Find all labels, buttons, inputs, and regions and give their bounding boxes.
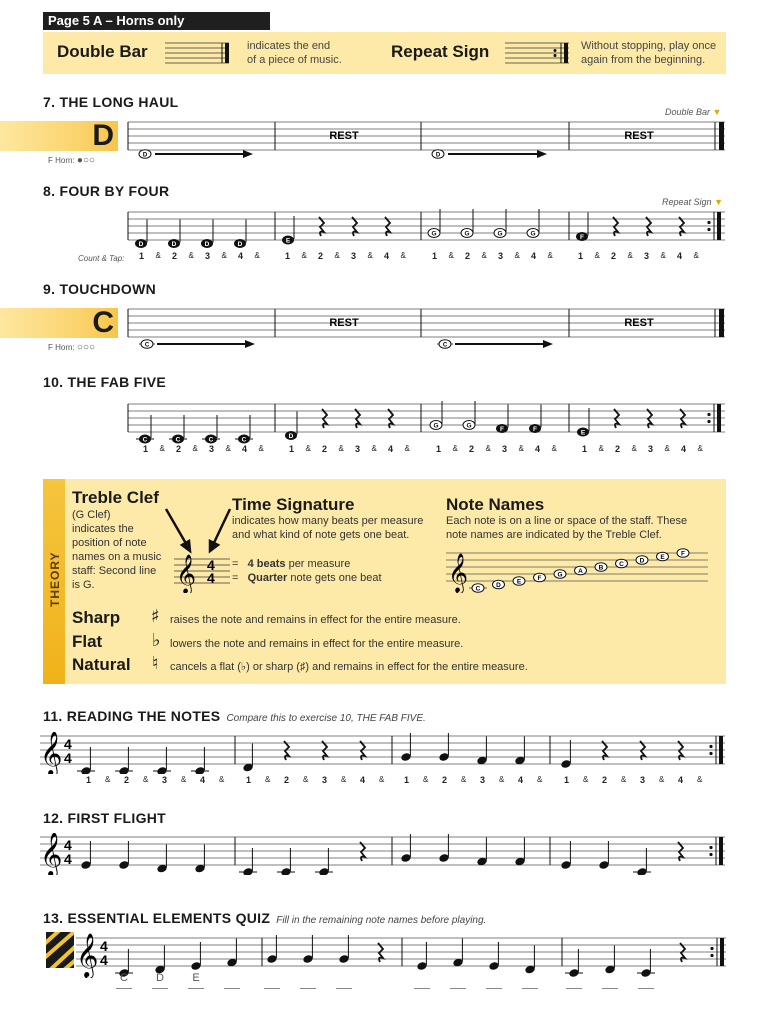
note — [135, 220, 147, 249]
note — [77, 747, 95, 774]
count-syllable: 4 — [681, 444, 687, 454]
answer-blank[interactable] — [224, 972, 240, 989]
exercise-12-title: 12. FIRST FLIGHT — [43, 810, 167, 826]
count-syllable: & — [583, 775, 589, 784]
answer-blank[interactable] — [602, 972, 618, 989]
count-syllable: & — [627, 251, 633, 260]
count-syllable: & — [181, 775, 187, 784]
note — [438, 733, 449, 762]
count-syllable: 3 — [480, 775, 486, 785]
count-syllable: 4 — [388, 444, 394, 454]
note — [153, 747, 171, 774]
note — [234, 220, 246, 249]
note-name — [677, 549, 689, 558]
double-bar-marker: Double Bar ▼ — [665, 107, 722, 117]
treble-clef-icon: 𝄞 — [40, 733, 63, 774]
staff-exercise-8 — [125, 208, 730, 250]
svg-text:G: G — [530, 230, 536, 238]
answer-blank[interactable] — [522, 972, 538, 989]
count-syllable: 3 — [205, 251, 211, 261]
note — [118, 841, 129, 870]
note — [529, 405, 541, 434]
count-syllable: & — [305, 444, 311, 453]
staff-exercise-12 — [40, 833, 730, 875]
time-signature: 4 — [100, 938, 108, 954]
time-signature: 4 — [64, 837, 72, 853]
count-syllable: 1 — [578, 251, 584, 261]
svg-text:F: F — [500, 425, 504, 433]
count-syllable: & — [143, 775, 149, 784]
svg-text:G: G — [464, 230, 470, 238]
count-syllable: & — [188, 251, 194, 260]
exercise-10-title: 10. THE FAB FIVE — [43, 374, 167, 390]
count-syllable: & — [481, 251, 487, 260]
count-syllable: 2 — [172, 251, 178, 261]
svg-text:E: E — [580, 429, 586, 437]
note-name — [657, 552, 669, 561]
svg-text:D: D — [288, 432, 294, 440]
f-horn-fingering: F Horn: ●○○ — [48, 155, 96, 166]
note — [494, 209, 506, 238]
count-syllable: & — [341, 775, 347, 784]
note-name — [575, 566, 587, 575]
svg-text:E: E — [516, 578, 522, 586]
count-syllable: 4 — [384, 251, 390, 261]
note — [577, 408, 589, 437]
count-syllable: & — [452, 444, 458, 453]
double-bar-desc: indicates the end of a piece of music. — [247, 40, 342, 66]
exercise-7-title: 7. THE LONG HAUL — [43, 94, 179, 110]
count-syllable: 3 — [322, 775, 328, 785]
rest-label: REST — [329, 317, 359, 329]
exercise-11-title: 11. READING THE NOTES Compare this to exercise 10, THE FAB FIVE. — [43, 708, 426, 724]
svg-text:C: C — [241, 436, 247, 444]
treble-clef-icon: 𝄞 — [176, 555, 197, 593]
staff-exercise-9 — [125, 305, 730, 353]
time-signature: 4 — [64, 736, 72, 752]
repeat-sign-icon — [505, 40, 571, 66]
answer-blank[interactable] — [300, 972, 316, 989]
svg-text:4: 4 — [64, 851, 72, 867]
count-syllable: & — [155, 251, 161, 260]
count-syllable: 1 — [285, 251, 291, 261]
count-syllable: & — [265, 775, 271, 784]
note-name — [616, 559, 628, 568]
count-syllable: & — [518, 444, 524, 453]
note — [302, 935, 313, 964]
count-syllable: 2 — [176, 444, 182, 454]
count-syllable: & — [192, 444, 198, 453]
note — [154, 946, 165, 975]
svg-text:G: G — [433, 422, 439, 430]
count-syllable: 2 — [465, 251, 471, 261]
note-names-title: Note Names — [446, 495, 545, 514]
count-syllable: 1 — [582, 444, 588, 454]
svg-text:E: E — [285, 237, 291, 245]
sharp-icon: ♯ — [151, 606, 160, 627]
answer-blank[interactable] — [486, 972, 502, 989]
svg-text:C: C — [442, 342, 448, 349]
count-syllable: 2 — [322, 444, 328, 454]
note-names-desc: Each note is on a line or space of the staff. These note names are indicated by the Treble Clef. — [446, 515, 688, 541]
count-syllable: 4 — [238, 251, 244, 261]
exercise-8-title: 8. FOUR BY FOUR — [43, 183, 170, 199]
note-tab-d: D — [0, 121, 118, 151]
repeat-sign — [720, 938, 724, 966]
note — [633, 848, 651, 875]
svg-text:A: A — [578, 567, 583, 575]
note — [576, 213, 588, 242]
count-syllable: & — [547, 251, 553, 260]
note-name — [469, 584, 487, 593]
count-syllable: 2 — [284, 775, 290, 785]
count-syllable: 3 — [498, 251, 504, 261]
exercise-13-title: 13. ESSENTIAL ELEMENTS QUIZ Fill in the remaining note names before playing. — [43, 910, 487, 926]
svg-text:D: D — [204, 240, 210, 248]
theory-label: THEORY — [48, 551, 62, 607]
count-syllable: 3 — [640, 775, 646, 785]
answer-blank[interactable]: E — [188, 972, 204, 989]
note-name — [554, 570, 566, 579]
svg-text:C: C — [619, 560, 624, 568]
svg-text:G: G — [497, 230, 503, 238]
time-signature-title: Time Signature — [232, 495, 355, 514]
flat-icon: ♭ — [152, 630, 161, 651]
note — [604, 946, 615, 975]
svg-text:F: F — [533, 425, 537, 433]
count-syllable: & — [301, 251, 307, 260]
count-tap-label: Count & Tap: — [78, 254, 125, 263]
count-syllable: 1 — [432, 251, 438, 261]
count-syllable: 3 — [648, 444, 654, 454]
count-syllable: 2 — [124, 775, 130, 785]
count-syllable: 2 — [442, 775, 448, 785]
quiz-icon — [46, 932, 74, 968]
answer-blank[interactable]: D — [152, 972, 168, 989]
repeat-sign-desc: Without stopping, play once again from the beginning. — [581, 40, 717, 66]
answer-blank[interactable]: C — [116, 972, 132, 989]
repeat-sign-term: Repeat Sign — [391, 42, 490, 61]
count-syllable: 3 — [209, 444, 215, 454]
repeat-sign — [717, 212, 721, 240]
note — [239, 848, 257, 875]
count-syllable: & — [371, 444, 377, 453]
treble-clef-title: Treble Clef — [72, 488, 159, 507]
count-syllable: & — [379, 775, 385, 784]
count-syllable: 3 — [644, 251, 650, 261]
note — [226, 939, 237, 968]
count-syllable: & — [551, 444, 557, 453]
count-syllable: 1 — [289, 444, 295, 454]
count-syllable: 2 — [611, 251, 617, 261]
count-syllable: 1 — [143, 444, 149, 454]
note-name — [534, 573, 546, 582]
count-syllable: & — [219, 775, 225, 784]
natural-icon: ♮ — [152, 653, 159, 674]
note — [476, 737, 487, 766]
count-syllable: & — [514, 251, 520, 260]
svg-text:C: C — [144, 342, 150, 349]
exercise-9-title: 9. TOUCHDOWN — [43, 281, 157, 297]
note — [194, 845, 205, 874]
note-name — [595, 563, 607, 572]
count-syllable: & — [423, 775, 429, 784]
count-syllable: 4 — [360, 775, 366, 785]
note — [235, 415, 253, 444]
time-top-meaning: = 4 beats per measure — [232, 558, 351, 570]
count-syllable: 1 — [436, 444, 442, 454]
note — [416, 942, 427, 971]
note — [266, 935, 277, 964]
svg-text:E: E — [660, 553, 665, 561]
repeat-sign — [719, 837, 723, 865]
count-syllable: & — [225, 444, 231, 453]
note — [527, 209, 539, 238]
svg-text:D: D — [138, 240, 144, 248]
flat-title: Flat — [72, 632, 103, 651]
time-bottom-meaning: = Quarter note gets one beat — [232, 572, 382, 584]
note — [452, 939, 463, 968]
svg-text:C: C — [475, 585, 481, 593]
note — [277, 848, 295, 875]
repeat-sign — [719, 736, 723, 764]
double-bar-term: Double Bar — [57, 42, 148, 61]
note — [560, 841, 571, 870]
count-syllable: & — [105, 775, 111, 784]
sharp-title: Sharp — [72, 608, 121, 627]
count-syllable: & — [660, 251, 666, 260]
note — [201, 220, 213, 249]
count-syllable: 3 — [355, 444, 361, 454]
svg-text:D: D — [435, 152, 441, 159]
answer-blank[interactable] — [638, 972, 654, 989]
answer-blank[interactable] — [264, 972, 280, 989]
answer-blank[interactable] — [566, 972, 582, 989]
time-signature-diagram — [160, 505, 240, 593]
staff-exercise-7 — [125, 118, 730, 163]
count-syllable: & — [404, 444, 410, 453]
svg-text:D: D — [639, 557, 645, 565]
count-syllable: & — [485, 444, 491, 453]
treble-clef-icon: 𝄞 — [76, 935, 99, 977]
note — [461, 209, 473, 238]
note-name — [636, 556, 648, 565]
count-syllable: & — [598, 444, 604, 453]
count-syllable: & — [461, 775, 467, 784]
note-tab-c: C — [0, 308, 118, 338]
svg-text:4: 4 — [207, 557, 215, 573]
answer-blank[interactable] — [414, 972, 430, 989]
note — [282, 216, 294, 245]
count-syllable: 4 — [531, 251, 537, 261]
svg-text:D: D — [171, 240, 177, 248]
svg-text:F: F — [580, 233, 584, 241]
count-syllable: 4 — [242, 444, 248, 454]
natural-desc: cancels a flat (♭) or sharp (♯) and remains in effect for the entire measure. — [170, 661, 528, 673]
note — [80, 841, 91, 870]
page-header: Page 5 A – Horns only — [43, 12, 270, 30]
note — [438, 834, 449, 863]
note — [514, 737, 525, 766]
svg-text:B: B — [598, 564, 604, 572]
note — [496, 405, 508, 434]
count-syllable: 4 — [200, 775, 206, 785]
count-syllable: 4 — [677, 251, 683, 261]
count-syllable: & — [537, 775, 543, 784]
treble-clef-icon: 𝄞 — [448, 554, 469, 592]
note — [598, 841, 609, 870]
count-syllable: & — [631, 444, 637, 453]
count-syllable: 1 — [139, 251, 145, 261]
note — [338, 935, 349, 964]
note — [400, 733, 411, 762]
count-syllable: & — [448, 251, 454, 260]
flat-desc: lowers the note and remains in effect for the entire measure. — [170, 638, 464, 650]
time-signature-desc: indicates how many beats per measure and what kind of note gets one beat. — [232, 515, 424, 541]
repeat-sign-marker: Repeat Sign ▼ — [662, 197, 723, 207]
info-box — [43, 32, 726, 74]
count-syllable: & — [334, 251, 340, 260]
exercise-13-subtitle: Fill in the remaining note names before playing. — [276, 915, 487, 926]
note-names-staff — [446, 545, 714, 593]
count-syllable: 1 — [404, 775, 410, 785]
answer-blank[interactable] — [450, 972, 466, 989]
staff-exercise-11 — [40, 732, 730, 774]
note-name — [493, 580, 505, 589]
count-syllable: 1 — [246, 775, 252, 785]
natural-title: Natural — [72, 655, 131, 674]
note — [400, 834, 411, 863]
svg-text:4: 4 — [64, 750, 72, 766]
count-syllable: & — [499, 775, 505, 784]
sharp-desc: raises the note and remains in effect for the entire measure. — [170, 614, 461, 626]
note — [190, 942, 201, 971]
quiz-answer-blanks[interactable] — [0, 972, 768, 996]
note — [168, 220, 180, 249]
rest-label: REST — [624, 317, 654, 329]
count-syllable: 2 — [602, 775, 608, 785]
svg-text:C: C — [208, 436, 214, 444]
note — [476, 838, 487, 867]
treble-clef-desc: (G Clef) indicates the position of note names on a music staff: Second line is G. — [72, 509, 162, 591]
note — [488, 942, 499, 971]
count-syllable: & — [621, 775, 627, 784]
count-syllable: & — [697, 444, 703, 453]
svg-text:C: C — [175, 436, 181, 444]
svg-text:D: D — [237, 240, 243, 248]
svg-text:G: G — [557, 571, 563, 579]
note — [430, 401, 442, 430]
note — [560, 740, 571, 769]
count-syllable: & — [664, 444, 670, 453]
svg-text:D: D — [142, 152, 148, 159]
count-syllable: 2 — [318, 251, 324, 261]
svg-text:D: D — [496, 581, 501, 589]
count-syllable: & — [338, 444, 344, 453]
svg-text:G: G — [466, 422, 472, 430]
count-syllable: 1 — [86, 775, 92, 785]
svg-text:F: F — [681, 550, 685, 558]
count-row-11 — [0, 775, 768, 789]
count-syllable: 4 — [518, 775, 524, 785]
note — [191, 747, 209, 774]
note — [428, 209, 440, 238]
count-syllable: 2 — [615, 444, 621, 454]
count-syllable: & — [594, 251, 600, 260]
count-syllable: 3 — [351, 251, 357, 261]
answer-blank[interactable] — [336, 972, 352, 989]
note-name — [513, 577, 525, 586]
rest-label: REST — [624, 130, 654, 142]
note — [115, 747, 133, 774]
count-syllable: & — [693, 251, 699, 260]
svg-text:F: F — [537, 574, 542, 582]
note — [202, 415, 220, 444]
count-syllable: & — [258, 444, 264, 453]
count-syllable: 2 — [469, 444, 475, 454]
count-syllable: & — [159, 444, 165, 453]
staff-exercise-10 — [125, 400, 730, 446]
treble-clef-icon: 𝄞 — [40, 834, 63, 875]
note — [242, 744, 253, 773]
count-syllable: & — [303, 775, 309, 784]
note — [156, 845, 167, 874]
count-syllable: 4 — [678, 775, 684, 785]
count-syllable: & — [221, 251, 227, 260]
count-row-10 — [0, 444, 768, 458]
note — [315, 848, 333, 875]
note — [524, 946, 535, 975]
svg-text:C: C — [142, 436, 148, 444]
note — [463, 401, 475, 430]
repeat-sign — [717, 404, 721, 432]
count-syllable: & — [400, 251, 406, 260]
count-syllable: 3 — [162, 775, 168, 785]
note — [285, 412, 297, 441]
note — [136, 415, 154, 444]
note — [514, 838, 525, 867]
f-horn-fingering: F Horn: ○○○ — [48, 342, 96, 353]
count-syllable: 3 — [502, 444, 508, 454]
svg-text:4: 4 — [100, 952, 108, 968]
svg-text:4: 4 — [207, 570, 215, 586]
count-syllable: 1 — [564, 775, 570, 785]
svg-text:G: G — [431, 230, 437, 238]
double-bar-icon — [165, 40, 231, 66]
count-row-8 — [0, 251, 768, 265]
rest-label: REST — [329, 130, 359, 142]
exercise-11-subtitle: Compare this to exercise 10, THE FAB FIVE. — [226, 713, 426, 724]
count-syllable: & — [697, 775, 703, 784]
count-syllable: & — [367, 251, 373, 260]
count-syllable: & — [254, 251, 260, 260]
count-syllable: & — [659, 775, 665, 784]
count-syllable: 4 — [535, 444, 541, 454]
note — [169, 415, 187, 444]
